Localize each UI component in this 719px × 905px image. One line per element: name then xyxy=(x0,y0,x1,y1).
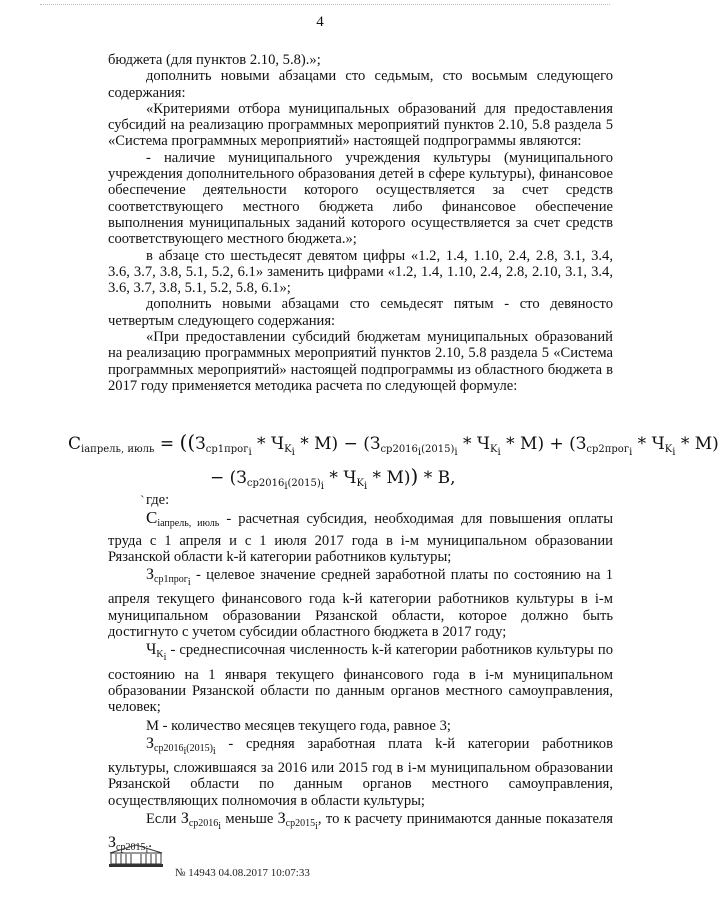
definition-zb: $З_{ср2016_i(2015)_i}$ - средняя заработная плата k-й категории работников культуры, сложившаяся за 2016 или 2015 год в i-м муниципальном образовании Рязанской области по данным органов местного самоуправления, осуществляющих полномочия в области культуры; xyxy=(108,734,613,809)
definition-m: М - количество месяцев текущего года, равное 3; xyxy=(146,717,451,734)
definition-ch: $Ч_{K_i}$ - среднесписочная численность k-й категории работников культуры по состоянию на 1 января текущего финансового года в i-м муниципальном образовании Рязанской области по данным органов местного самоуправления, человек; xyxy=(108,641,613,716)
definition-condition: Если $З_{ср2016_i}$ меньше $З_{ср2015_i}$, то к расчету принимаются данные показателя $З_{ср2015_i}$. xyxy=(108,810,613,857)
scan-mark: ˋ xyxy=(140,494,145,509)
page-number: 4 xyxy=(316,14,324,30)
text-block-definitions xyxy=(108,492,613,860)
text-block-top xyxy=(108,52,613,394)
definition-c: $С_{iапрель, июль}$ - расчетная субсидия, необходимая для повышения оплаты труда с 1 апреля и с 1 июля 2017 года в i-м муниципальном образовании Рязанской области k-й категории работников культуры; xyxy=(108,508,613,565)
paragraph: «При предоставлении субсидий бюджетам муниципальных образований на реализацию программных мероприятий пунктов 2.10, 5.8 раздела 5 «Система программных мероприятий» настоящей подпрограммы из областного бюджета в 2017 году применяется методика расчета по следующей формуле: xyxy=(108,329,613,394)
formula-line-1: $С_{iапрель, июль} = ((З_{ср1прог_i} * Ч_{K_i} * М) - (З_{ср2016_i(2015)_i} * Ч_{K_i} * М) + (З_{ср2прог_i} * Ч_{K_i} * М)$ xyxy=(68,430,719,458)
paragraph: «Критериями отбора муниципальных образований для предоставления субсидий на реализацию программных мероприятий пунктов 2.10, 5.8 раздела 5 «Система программных мероприятий» настоящей подпрограммы являются: xyxy=(108,100,613,150)
definition-z1: $З_{ср1прог_i}$ - целевое значение средней заработной платы по состоянию на 1 апреля текущего финансового года k-й категории работников культуры в i-м муниципальном образовании Рязанской области, которое должно быть достигнуто с учетом субсидии областного бюджета в 2017 году; xyxy=(108,566,613,641)
building-logo-icon xyxy=(108,842,164,868)
paragraph: - наличие муниципального учреждения культуры (муниципального учреждения дополнительного образования детей в сфере культуры), финансовое обеспечение деятельности которого осуществляется за счет средств соответствующего местного бюджета либо финансовое обеспечение выполнения муниципальных заданий которого осуществляется за счет средств соответствующего местного бюджета.»; xyxy=(108,149,613,248)
formula-line-2: − $(З_{ср2016_i(2015)_i} * Ч_{K_i} * М)$) * В, xyxy=(210,464,456,492)
scan-border xyxy=(40,4,610,6)
paragraph: дополнить новыми абзацами сто семьдесят пятым - сто девяносто четвертым следующего содержания: xyxy=(108,296,613,329)
formula xyxy=(68,430,719,492)
paragraph: бюджета (для пунктов 2.10, 5.8).»; xyxy=(108,52,321,68)
paragraph: в абзаце сто шестьдесят девятом цифры «1.2, 1.4, 1.10, 2.4, 2.8, 3.1, 3.4, 3.6, 3.7, 3.8, 5.1, 5.2, 6.1» заменить цифрами «1.2, 1.4, 1.10, 2.4, 2.8, 2.10, 3.1, 3.4, 3.6, 3.7, 3.8, 5.1, 5.2, 5.8, 6.1»; xyxy=(108,247,613,297)
paragraph: дополнить новыми абзацами сто седьмым, сто восьмым следующего содержания: xyxy=(108,68,613,101)
where-label: где: xyxy=(146,492,170,508)
registration-stamp: № 14943 04.08.2017 10:07:33 xyxy=(175,867,310,879)
